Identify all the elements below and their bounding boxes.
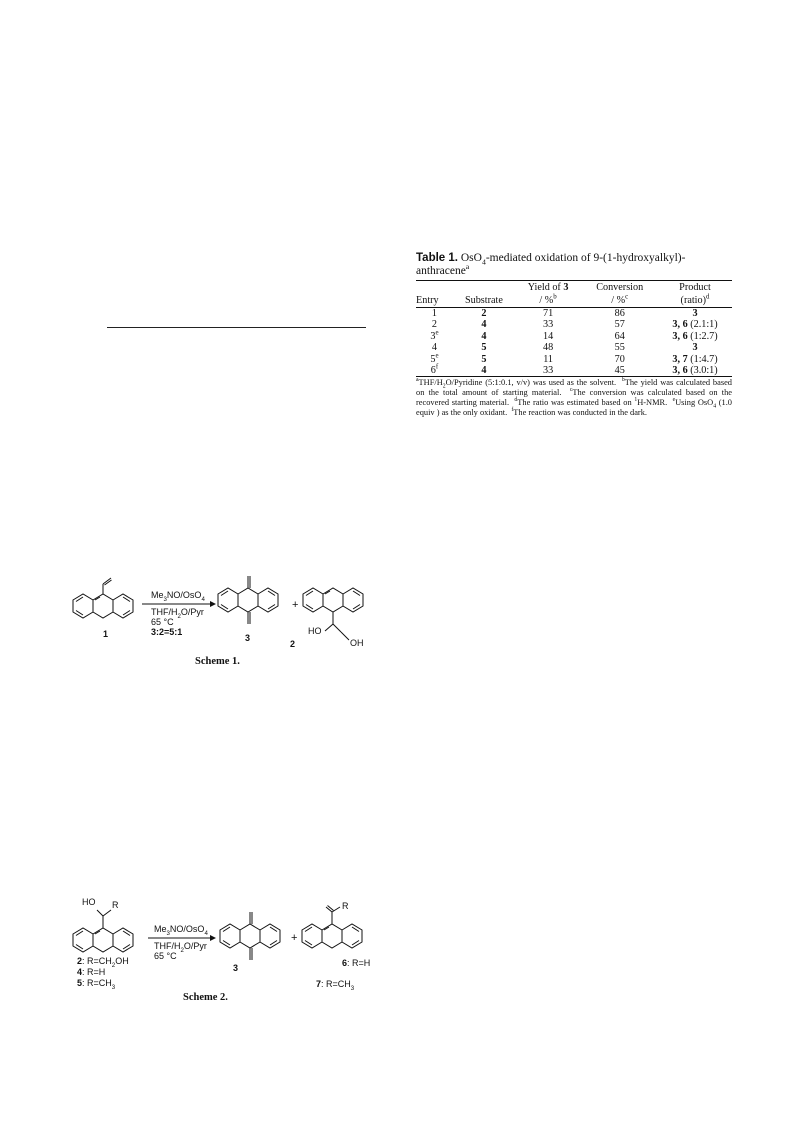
table-row — [416, 319, 732, 330]
oh-label: OH — [350, 638, 364, 648]
plus-sign: + — [292, 599, 299, 611]
cell-yield: 71 — [543, 308, 554, 319]
cell-substrate: 4 — [453, 365, 515, 377]
cell-substrate: 5 — [481, 353, 487, 365]
cell-entry: 1 — [431, 308, 438, 319]
cell-conversion: 45 — [581, 365, 658, 377]
substrate-molecule — [73, 910, 133, 952]
header-entry-label: Entry — [416, 294, 453, 308]
footnote-b: $^b$The yield was calculated based on the total amount of starting material. — [416, 377, 732, 398]
cell-product: 3, 6 (2.1:1) — [672, 319, 718, 331]
solvent-label: THF/$H_2O$/Pyr — [154, 941, 207, 954]
solvent-label: THF/$H_2O$/Pyr — [151, 607, 204, 620]
header-conversion-unit: / %$^c$ — [581, 294, 658, 308]
cell-conversion: 55 — [614, 342, 625, 354]
ho-label: HO — [308, 626, 322, 636]
results-table — [416, 280, 732, 377]
reagent-label: $Me_3NO/OsO_4$ — [151, 590, 205, 603]
compound-label-3: 3 — [245, 633, 251, 643]
cell-conversion: 70 — [614, 353, 625, 365]
scheme-1 — [70, 560, 380, 670]
molecule-3-scheme2 — [220, 912, 280, 960]
r-label-substrate: R — [112, 900, 119, 910]
cell-yield: 33 — [515, 365, 582, 377]
scheme-2 — [70, 892, 380, 1007]
substrate-5-label: 5: $R=CH_3$ — [77, 978, 116, 991]
header-yield: Yield of 3 — [515, 281, 582, 295]
product-7-label: 7: $R=CH_3$ — [316, 979, 355, 992]
cell-conversion: 64 — [614, 330, 625, 342]
product-6-label: 6: R=H — [342, 958, 371, 968]
cell-substrate: 5 — [481, 342, 487, 354]
table-footnotes — [416, 378, 732, 418]
header-product-ratio: (ratio)$^d$ — [658, 294, 732, 308]
table-row — [416, 331, 732, 342]
cell-entry: 5e — [430, 352, 439, 365]
footnote-e: $^e$Using OsO$_4$ (1.0 equiv ) as the only oxidant. — [416, 397, 732, 418]
cell-product: 3, 6 (1:2.7) — [672, 330, 718, 342]
header-entry — [416, 281, 453, 295]
cell-substrate: 4 — [481, 330, 487, 342]
cell-conversion: 57 — [614, 319, 625, 331]
molecule-3-scheme1 — [218, 576, 278, 624]
table-row — [416, 354, 732, 365]
section-divider — [107, 327, 366, 328]
cell-yield: 48 — [543, 342, 554, 354]
plus-sign: + — [291, 932, 298, 944]
cell-entry: 4 — [431, 342, 438, 354]
footnote-d: $^d$The ratio was estimated based on $^1$H-NMR. — [514, 397, 673, 408]
cell-entry: 3e — [430, 329, 439, 342]
compound-label-1: 1 — [103, 629, 109, 639]
temperature-label: 65 °C — [151, 617, 174, 627]
product-molecule — [302, 906, 362, 949]
molecule-1 — [73, 578, 133, 618]
scheme-2-caption: Scheme 2. — [183, 992, 228, 1003]
footnote-f: $^f$The reaction was conducted in the dark. — [511, 407, 647, 418]
header-substrate-label: Substrate — [453, 294, 515, 308]
table-row — [416, 365, 732, 377]
cell-yield: 33 — [543, 319, 554, 331]
cell-product: 3 — [692, 308, 698, 319]
cell-product: 3, 6 (3.0:1) — [658, 365, 732, 377]
footnote-c: $^c$The conversion was calculated based on the recovered starting material. — [416, 387, 732, 408]
cell-entry: 6$^f$ — [416, 365, 453, 377]
table-row — [416, 342, 732, 353]
substrate-2-label: 2: $R=CH_2OH$ — [77, 956, 129, 969]
reagent-label: $Me_3NO/OsO_4$ — [154, 924, 208, 937]
cell-yield: 14 — [543, 330, 554, 342]
cell-yield: 11 — [543, 353, 553, 365]
scheme-1-structures — [70, 560, 380, 670]
table-1 — [416, 252, 732, 418]
ho-label: HO — [82, 897, 96, 907]
compound-label-3: 3 — [233, 963, 239, 973]
scheme-1-caption: Scheme 1. — [195, 656, 240, 667]
table-title: Table 1. OsO$_4$-mediated oxidation of 9-(1-hydroxyalkyl)-anthracene$^a$ — [416, 252, 686, 277]
cell-product: 3 — [692, 342, 698, 354]
cell-conversion: 86 — [614, 308, 625, 319]
cell-entry: 2 — [431, 319, 438, 331]
footnote-a: $^aTHF/H_2O$/Pyridine (5:1:0.1, v/v) was used as the solvent. — [416, 377, 622, 391]
r-label-product: R — [342, 901, 349, 911]
substrate-4-label: 4: R=H — [77, 967, 106, 977]
header-yield-unit: / %$^b$ — [515, 294, 582, 308]
header-conversion: Conversion — [581, 281, 658, 295]
cell-product: 3, 7 (1:4.7) — [672, 353, 718, 365]
ratio-label: 3:2=5:1 — [151, 627, 183, 637]
compound-label-2: 2 — [290, 639, 296, 649]
cell-substrate: 2 — [481, 308, 487, 319]
cell-substrate: 4 — [481, 319, 487, 331]
header-product: Product — [658, 281, 732, 295]
header-substrate — [453, 281, 515, 295]
temperature-label: 65 °C — [154, 951, 177, 961]
table-row — [416, 308, 732, 320]
